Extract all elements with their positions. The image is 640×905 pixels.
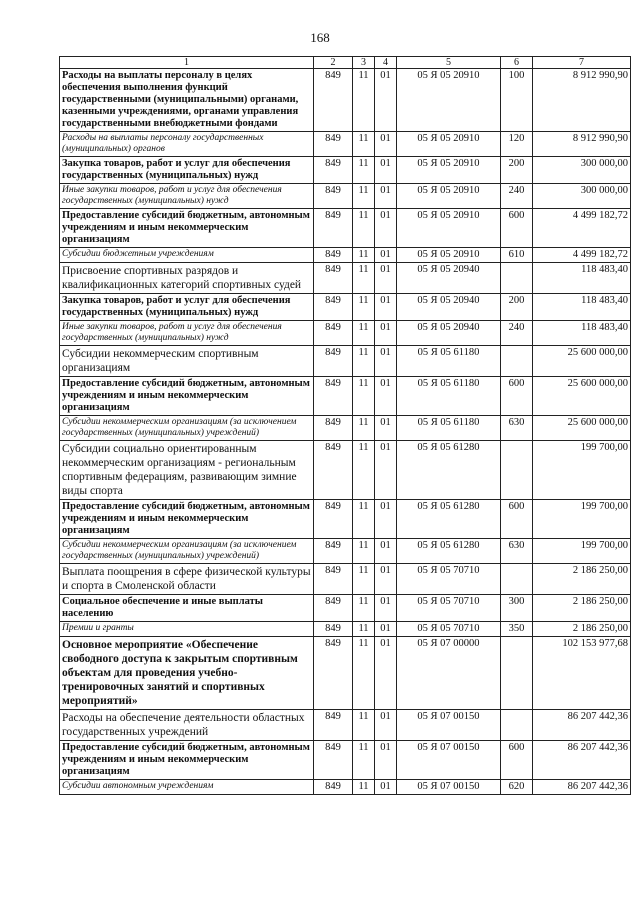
amount: 2 186 250,00 — [533, 564, 631, 595]
table-row — [60, 780, 631, 795]
subsection-code: 01 — [375, 157, 397, 184]
column-header: 1 — [60, 57, 314, 69]
subsection-code: 01 — [375, 377, 397, 416]
ministry-code: 849 — [314, 741, 353, 780]
ministry-code: 849 — [314, 500, 353, 539]
table-row — [60, 263, 631, 294]
amount: 25 600 000,00 — [533, 377, 631, 416]
subsection-code: 01 — [375, 710, 397, 741]
amount: 118 483,40 — [533, 321, 631, 346]
subsection-code: 01 — [375, 248, 397, 263]
section-code: 11 — [353, 710, 375, 741]
row-name: Расходы на выплаты персоналу в целях обеспечения выполнения функций государственными (муниципальными) органами, казенными учреждениями, органами управления государственными внебюджетными фондами — [60, 69, 314, 132]
ministry-code: 849 — [314, 69, 353, 132]
amount: 25 600 000,00 — [533, 346, 631, 377]
expense-type-code: 630 — [501, 416, 533, 441]
subsection-code: 01 — [375, 637, 397, 710]
row-name: Основное мероприятие «Обеспечение свободного доступа к закрытым спортивным объектам для проведения учебно-тренировочных занятий и спортивных мероприятий» — [60, 637, 314, 710]
section-code: 11 — [353, 622, 375, 637]
amount: 2 186 250,00 — [533, 622, 631, 637]
amount: 4 499 182,72 — [533, 248, 631, 263]
target-article-code: 05 Я 05 61280 — [397, 539, 501, 564]
ministry-code: 849 — [314, 263, 353, 294]
subsection-code: 01 — [375, 263, 397, 294]
section-code: 11 — [353, 637, 375, 710]
row-name: Субсидии автономным учреждениям — [60, 780, 314, 795]
expense-type-code — [501, 346, 533, 377]
subsection-code: 01 — [375, 184, 397, 209]
table-row — [60, 209, 631, 248]
row-name: Расходы на выплаты персоналу государственных (муниципальных) органов — [60, 132, 314, 157]
row-name: Субсидии некоммерческим спортивным организациям — [60, 346, 314, 377]
ministry-code: 849 — [314, 132, 353, 157]
ministry-code: 849 — [314, 710, 353, 741]
table-row — [60, 377, 631, 416]
table-row — [60, 132, 631, 157]
table-row — [60, 294, 631, 321]
expense-type-code — [501, 564, 533, 595]
row-name: Субсидии социально ориентированным некоммерческим организациям - региональным спортивным федерациям, развивающим зимние виды спорта — [60, 441, 314, 500]
subsection-code: 01 — [375, 741, 397, 780]
subsection-code: 01 — [375, 539, 397, 564]
table-row — [60, 595, 631, 622]
row-name: Расходы на обеспечение деятельности областных государственных учреждений — [60, 710, 314, 741]
row-name: Предоставление субсидий бюджетным, автономным учреждениям и иным некоммерческим организациям — [60, 741, 314, 780]
ministry-code: 849 — [314, 321, 353, 346]
target-article-code: 05 Я 05 70710 — [397, 564, 501, 595]
ministry-code: 849 — [314, 780, 353, 795]
ministry-code: 849 — [314, 539, 353, 564]
ministry-code: 849 — [314, 441, 353, 500]
section-code: 11 — [353, 564, 375, 595]
table-row — [60, 416, 631, 441]
section-code: 11 — [353, 500, 375, 539]
target-article-code: 05 Я 05 20910 — [397, 209, 501, 248]
section-code: 11 — [353, 184, 375, 209]
expense-type-code: 600 — [501, 500, 533, 539]
column-header: 5 — [397, 57, 501, 69]
expense-type-code: 600 — [501, 741, 533, 780]
subsection-code: 01 — [375, 500, 397, 539]
ministry-code: 849 — [314, 377, 353, 416]
ministry-code: 849 — [314, 294, 353, 321]
target-article-code: 05 Я 05 61180 — [397, 346, 501, 377]
section-code: 11 — [353, 377, 375, 416]
table-row — [60, 69, 631, 132]
section-code: 11 — [353, 346, 375, 377]
target-article-code: 05 Я 05 20910 — [397, 69, 501, 132]
amount: 118 483,40 — [533, 294, 631, 321]
expense-type-code: 350 — [501, 622, 533, 637]
expense-type-code: 200 — [501, 157, 533, 184]
expense-type-code: 300 — [501, 595, 533, 622]
section-code: 11 — [353, 741, 375, 780]
table-row — [60, 157, 631, 184]
table-row — [60, 741, 631, 780]
row-name: Предоставление субсидий бюджетным, автономным учреждениям и иным некоммерческим организациям — [60, 500, 314, 539]
expense-type-code: 600 — [501, 209, 533, 248]
section-code: 11 — [353, 539, 375, 564]
target-article-code: 05 Я 05 61280 — [397, 500, 501, 539]
subsection-code: 01 — [375, 780, 397, 795]
ministry-code: 849 — [314, 595, 353, 622]
section-code: 11 — [353, 263, 375, 294]
target-article-code: 05 Я 05 20910 — [397, 248, 501, 263]
target-article-code: 05 Я 05 61280 — [397, 441, 501, 500]
expense-type-code — [501, 441, 533, 500]
subsection-code: 01 — [375, 209, 397, 248]
page-number: 168 — [310, 30, 330, 45]
section-code: 11 — [353, 157, 375, 184]
table-row — [60, 321, 631, 346]
subsection-code: 01 — [375, 294, 397, 321]
row-name: Предоставление субсидий бюджетным, автономным учреждениям и иным некоммерческим организациям — [60, 377, 314, 416]
amount: 8 912 990,90 — [533, 132, 631, 157]
section-code: 11 — [353, 209, 375, 248]
ministry-code: 849 — [314, 622, 353, 637]
expense-type-code: 610 — [501, 248, 533, 263]
row-name: Социальное обеспечение и иные выплаты населению — [60, 595, 314, 622]
amount: 199 700,00 — [533, 441, 631, 500]
target-article-code: 05 Я 07 00150 — [397, 780, 501, 795]
target-article-code: 05 Я 05 61180 — [397, 416, 501, 441]
section-code: 11 — [353, 248, 375, 263]
subsection-code: 01 — [375, 564, 397, 595]
section-code: 11 — [353, 441, 375, 500]
row-name: Иные закупки товаров, работ и услуг для обеспечения государственных (муниципальных) нужд — [60, 184, 314, 209]
subsection-code: 01 — [375, 346, 397, 377]
subsection-code: 01 — [375, 622, 397, 637]
subsection-code: 01 — [375, 132, 397, 157]
row-name: Закупка товаров, работ и услуг для обеспечения государственных (муниципальных) нужд — [60, 157, 314, 184]
expense-type-code: 240 — [501, 321, 533, 346]
table-row — [60, 637, 631, 710]
ministry-code: 849 — [314, 637, 353, 710]
section-code: 11 — [353, 69, 375, 132]
row-name: Субсидии некоммерческим организациям (за исключением государственных (муниципальных) учреждений) — [60, 539, 314, 564]
section-code: 11 — [353, 780, 375, 795]
target-article-code: 05 Я 05 70710 — [397, 622, 501, 637]
subsection-code: 01 — [375, 321, 397, 346]
row-name: Иные закупки товаров, работ и услуг для обеспечения государственных (муниципальных) нужд — [60, 321, 314, 346]
column-header: 4 — [375, 57, 397, 69]
column-header: 6 — [501, 57, 533, 69]
amount: 199 700,00 — [533, 500, 631, 539]
expense-type-code — [501, 710, 533, 741]
column-header: 7 — [533, 57, 631, 69]
section-code: 11 — [353, 132, 375, 157]
amount: 300 000,00 — [533, 157, 631, 184]
table-row — [60, 346, 631, 377]
ministry-code: 849 — [314, 248, 353, 263]
row-name: Субсидии бюджетным учреждениям — [60, 248, 314, 263]
subsection-code: 01 — [375, 416, 397, 441]
expense-type-code: 630 — [501, 539, 533, 564]
target-article-code: 05 Я 07 00150 — [397, 710, 501, 741]
row-name: Закупка товаров, работ и услуг для обеспечения государственных (муниципальных) нужд — [60, 294, 314, 321]
table-row — [60, 710, 631, 741]
expense-type-code: 240 — [501, 184, 533, 209]
amount: 102 153 977,68 — [533, 637, 631, 710]
target-article-code: 05 Я 05 20910 — [397, 157, 501, 184]
table-row — [60, 564, 631, 595]
table-row — [60, 500, 631, 539]
ministry-code: 849 — [314, 346, 353, 377]
row-name: Премии и гранты — [60, 622, 314, 637]
amount: 2 186 250,00 — [533, 595, 631, 622]
ministry-code: 849 — [314, 209, 353, 248]
section-code: 11 — [353, 416, 375, 441]
target-article-code: 05 Я 05 20940 — [397, 263, 501, 294]
amount: 25 600 000,00 — [533, 416, 631, 441]
target-article-code: 05 Я 05 70710 — [397, 595, 501, 622]
target-article-code: 05 Я 05 61180 — [397, 377, 501, 416]
target-article-code: 05 Я 07 00000 — [397, 637, 501, 710]
column-header: 3 — [353, 57, 375, 69]
expense-type-code: 620 — [501, 780, 533, 795]
ministry-code: 849 — [314, 564, 353, 595]
column-number-row — [60, 57, 631, 69]
table-row — [60, 441, 631, 500]
column-header: 2 — [314, 57, 353, 69]
section-code: 11 — [353, 321, 375, 346]
row-name: Субсидии некоммерческим организациям (за исключением государственных (муниципальных) учреждений) — [60, 416, 314, 441]
table-row — [60, 539, 631, 564]
expense-type-code — [501, 637, 533, 710]
expense-type-code: 100 — [501, 69, 533, 132]
amount: 300 000,00 — [533, 184, 631, 209]
table-row — [60, 622, 631, 637]
table-row — [60, 184, 631, 209]
amount: 199 700,00 — [533, 539, 631, 564]
expense-type-code: 120 — [501, 132, 533, 157]
row-name: Выплата поощрения в сфере физической культуры и спорта в Смоленской области — [60, 564, 314, 595]
expense-type-code — [501, 263, 533, 294]
amount: 86 207 442,36 — [533, 741, 631, 780]
ministry-code: 849 — [314, 157, 353, 184]
amount: 8 912 990,90 — [533, 69, 631, 132]
section-code: 11 — [353, 595, 375, 622]
amount: 86 207 442,36 — [533, 710, 631, 741]
row-name: Присвоение спортивных разрядов и квалификационных категорий спортивных судей — [60, 263, 314, 294]
ministry-code: 849 — [314, 416, 353, 441]
table-row — [60, 248, 631, 263]
subsection-code: 01 — [375, 595, 397, 622]
target-article-code: 05 Я 05 20910 — [397, 132, 501, 157]
target-article-code: 05 Я 07 00150 — [397, 741, 501, 780]
subsection-code: 01 — [375, 441, 397, 500]
subsection-code: 01 — [375, 69, 397, 132]
expense-type-code: 600 — [501, 377, 533, 416]
target-article-code: 05 Я 05 20910 — [397, 184, 501, 209]
budget-table — [59, 56, 631, 795]
amount: 118 483,40 — [533, 263, 631, 294]
target-article-code: 05 Я 05 20940 — [397, 321, 501, 346]
expense-type-code: 200 — [501, 294, 533, 321]
target-article-code: 05 Я 05 20940 — [397, 294, 501, 321]
section-code: 11 — [353, 294, 375, 321]
row-name: Предоставление субсидий бюджетным, автономным учреждениям и иным некоммерческим организациям — [60, 209, 314, 248]
amount: 86 207 442,36 — [533, 780, 631, 795]
amount: 4 499 182,72 — [533, 209, 631, 248]
ministry-code: 849 — [314, 184, 353, 209]
